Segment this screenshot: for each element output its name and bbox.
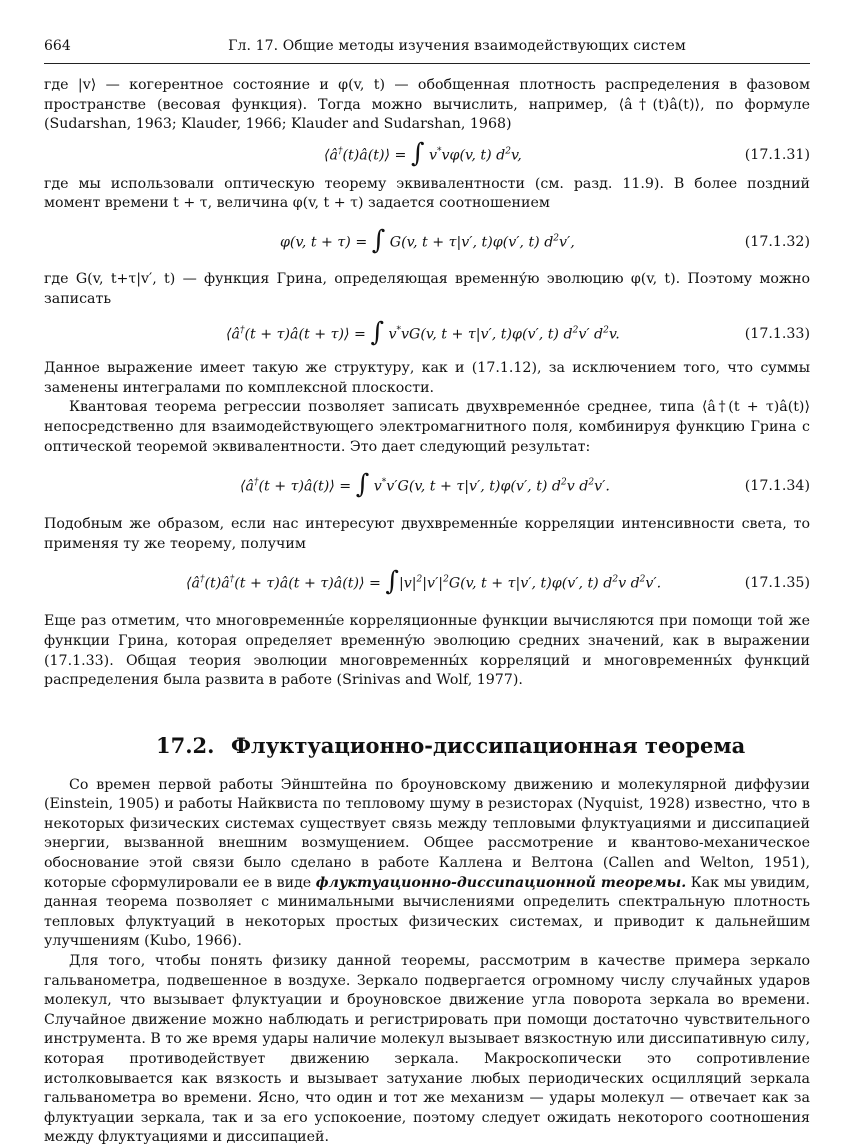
- paragraph: где мы использовали оптическую теорему эквивалентности (см. разд. 11.9). В более поздний момент времени t + τ, величина φ(v, t + τ) задается соотношением: [44, 175, 810, 212]
- equation-17-1-34: ⟨â†(t + τ)â(t)⟩ = ∫ v*v′G(v, t + τ|v′, t)φ(v′, t) $d^2v$ $d^2v'$. (17.1.34): [240, 469, 810, 500]
- section-title: Флуктуационно-диссипационная теорема: [231, 732, 746, 758]
- page: [44, 38, 810, 1148]
- running-title: Гл. 17. Общие методы изучения взаимодействующих систем: [228, 38, 686, 54]
- equation-17-1-35: ⟨â†(t)â†(t + τ)â(t + τ)â(t)⟩ = $\int|v|^2|v'|^2G(v$, t + τ|v′, t)φ(v′, t) $d^2v$ $d^2v'$. (17.1.35): [186, 566, 810, 597]
- paragraph: где G(v, t+τ|v′, t) — функция Грина, определяющая временну́ю эволюцию φ(v, t). Поэтому можно записать: [44, 270, 810, 307]
- paragraph-text: Со времен первой работы Эйнштейна по броуновскому движению и молекулярной диффузии (Einstein, 1905) и работы Найквиста по тепловому шуму в резисторах (Nyquist, 1928) известно, что в некоторых физических системах существует связь между тепловыми флуктуациями и диссипацией энергии, вызванной внешним возмущением. Общее рассмотрение и квантово-механическое обоснование этой связи было сделано в работе Каллена и Велтона (Callen and Welton, 1951), которые сформулировали ее в виде: [44, 776, 810, 891]
- page-number: 664: [44, 38, 71, 54]
- equation-17-1-31: ⟨â†(t)â(t)⟩ = ∫ v*vφ(v, t) $d^2v$, (17.1.31): [324, 138, 810, 169]
- paragraph: Данное выражение имеет такую же структуру, как и (17.1.12), за исключением того, что суммы заменены интегралами по комплексной плоскости.: [44, 360, 810, 396]
- paragraph: где |v⟩ — когерентное состояние и φ(v, t) — обобщенная плотность распределения в фазовом пространстве (весовая функция). Тогда можно вычислить, например, ⟨â†(t)â(t)⟩, по формуле (Sudarshan, 1963; Klauder, 1966; Klauder and Sudarshan, 1968): [44, 77, 810, 133]
- paragraph: [44, 776, 810, 952]
- section-number: 17.2.: [156, 732, 215, 758]
- equation-number: (17.1.31): [744, 146, 810, 163]
- running-header: [44, 38, 810, 64]
- paragraph: Квантовая теорема регрессии позволяет записать двухвременно́е среднее, типа ⟨â†(t + τ)â(t)⟩ непосредственно для взаимодействующего электромагнитного поля, комбинируя функцию Грина с оптической теоремой эквивалентности. Это дает следующий результат:: [44, 399, 810, 455]
- paragraph: Подобным же образом, если нас интересуют двухвременны́е корреляции интенсивности света, то применяя ту же теорему, получим: [44, 516, 810, 552]
- equation-number: (17.1.32): [744, 233, 810, 250]
- paragraph: Еще раз отметим, что многовременны́е корреляционные функции вычисляются при помощи той же функции Грина, которая определяет временну́ю эволюцию средних значений, как в выражении (17.1.33). Общая теория эволюции многовременны́х корреляций и многовременны́х функций распределения была развита в работе (Srinivas and Wolf, 1977).: [44, 613, 810, 689]
- equation-17-1-33: ⟨â†(t + τ)â(t + τ)⟩ = ∫ v*vG(v, t + τ|v′, t)φ(v′, t) $d^2v'$ $d^2v$. (17.1.33): [226, 317, 810, 348]
- equation-number: (17.1.33): [744, 326, 810, 343]
- section-heading: [44, 733, 810, 758]
- paragraph-text: Как мы увидим, данная теорема позволяет с минимальными вычислениями определить спектральную плотность тепловых флуктуаций в некоторых простых физических системах, и приводит к дальнейшим улучшениям (Kubo, 1966).: [44, 874, 810, 950]
- term-emphasis: флуктуационно-диссипационной теоремы.: [315, 874, 687, 891]
- equation-17-1-32: φ(v, t + τ) = ∫ G(v, t + τ|v′, t)φ(v′, t) $d^2v'$, (17.1.32): [280, 225, 810, 256]
- equation-number: (17.1.34): [744, 478, 810, 495]
- equation-number: (17.1.35): [744, 575, 810, 592]
- paragraph: Для того, чтобы понять физику данной теоремы, рассмотрим в качестве примера зеркало гальванометра, подвешенное в воздухе. Зеркало подвергается огромному числу случайных ударов молекул, что вызывает флуктуации и броуновское движение угла поворота зеркала во времени. Случайное движение можно наблюдать и регистрировать при помощи достаточно чувствительного инструмента. В то же время удары наличие молекул вызывает вязкостную или диссипативную силу, которая противодействует движению зеркала. Макроскопически это сопротивление истолковывается как вязкость и вызывает затухание любых периодических осцилляций зеркала гальванометра во времени. Ясно, что один и тот же механизм — удары молекул — отвечает как за флуктуации зеркала, так и за его успокоение, поэтому следует ожидать некоторого соотношения между флуктуациями и диссипацией.: [44, 953, 810, 1146]
